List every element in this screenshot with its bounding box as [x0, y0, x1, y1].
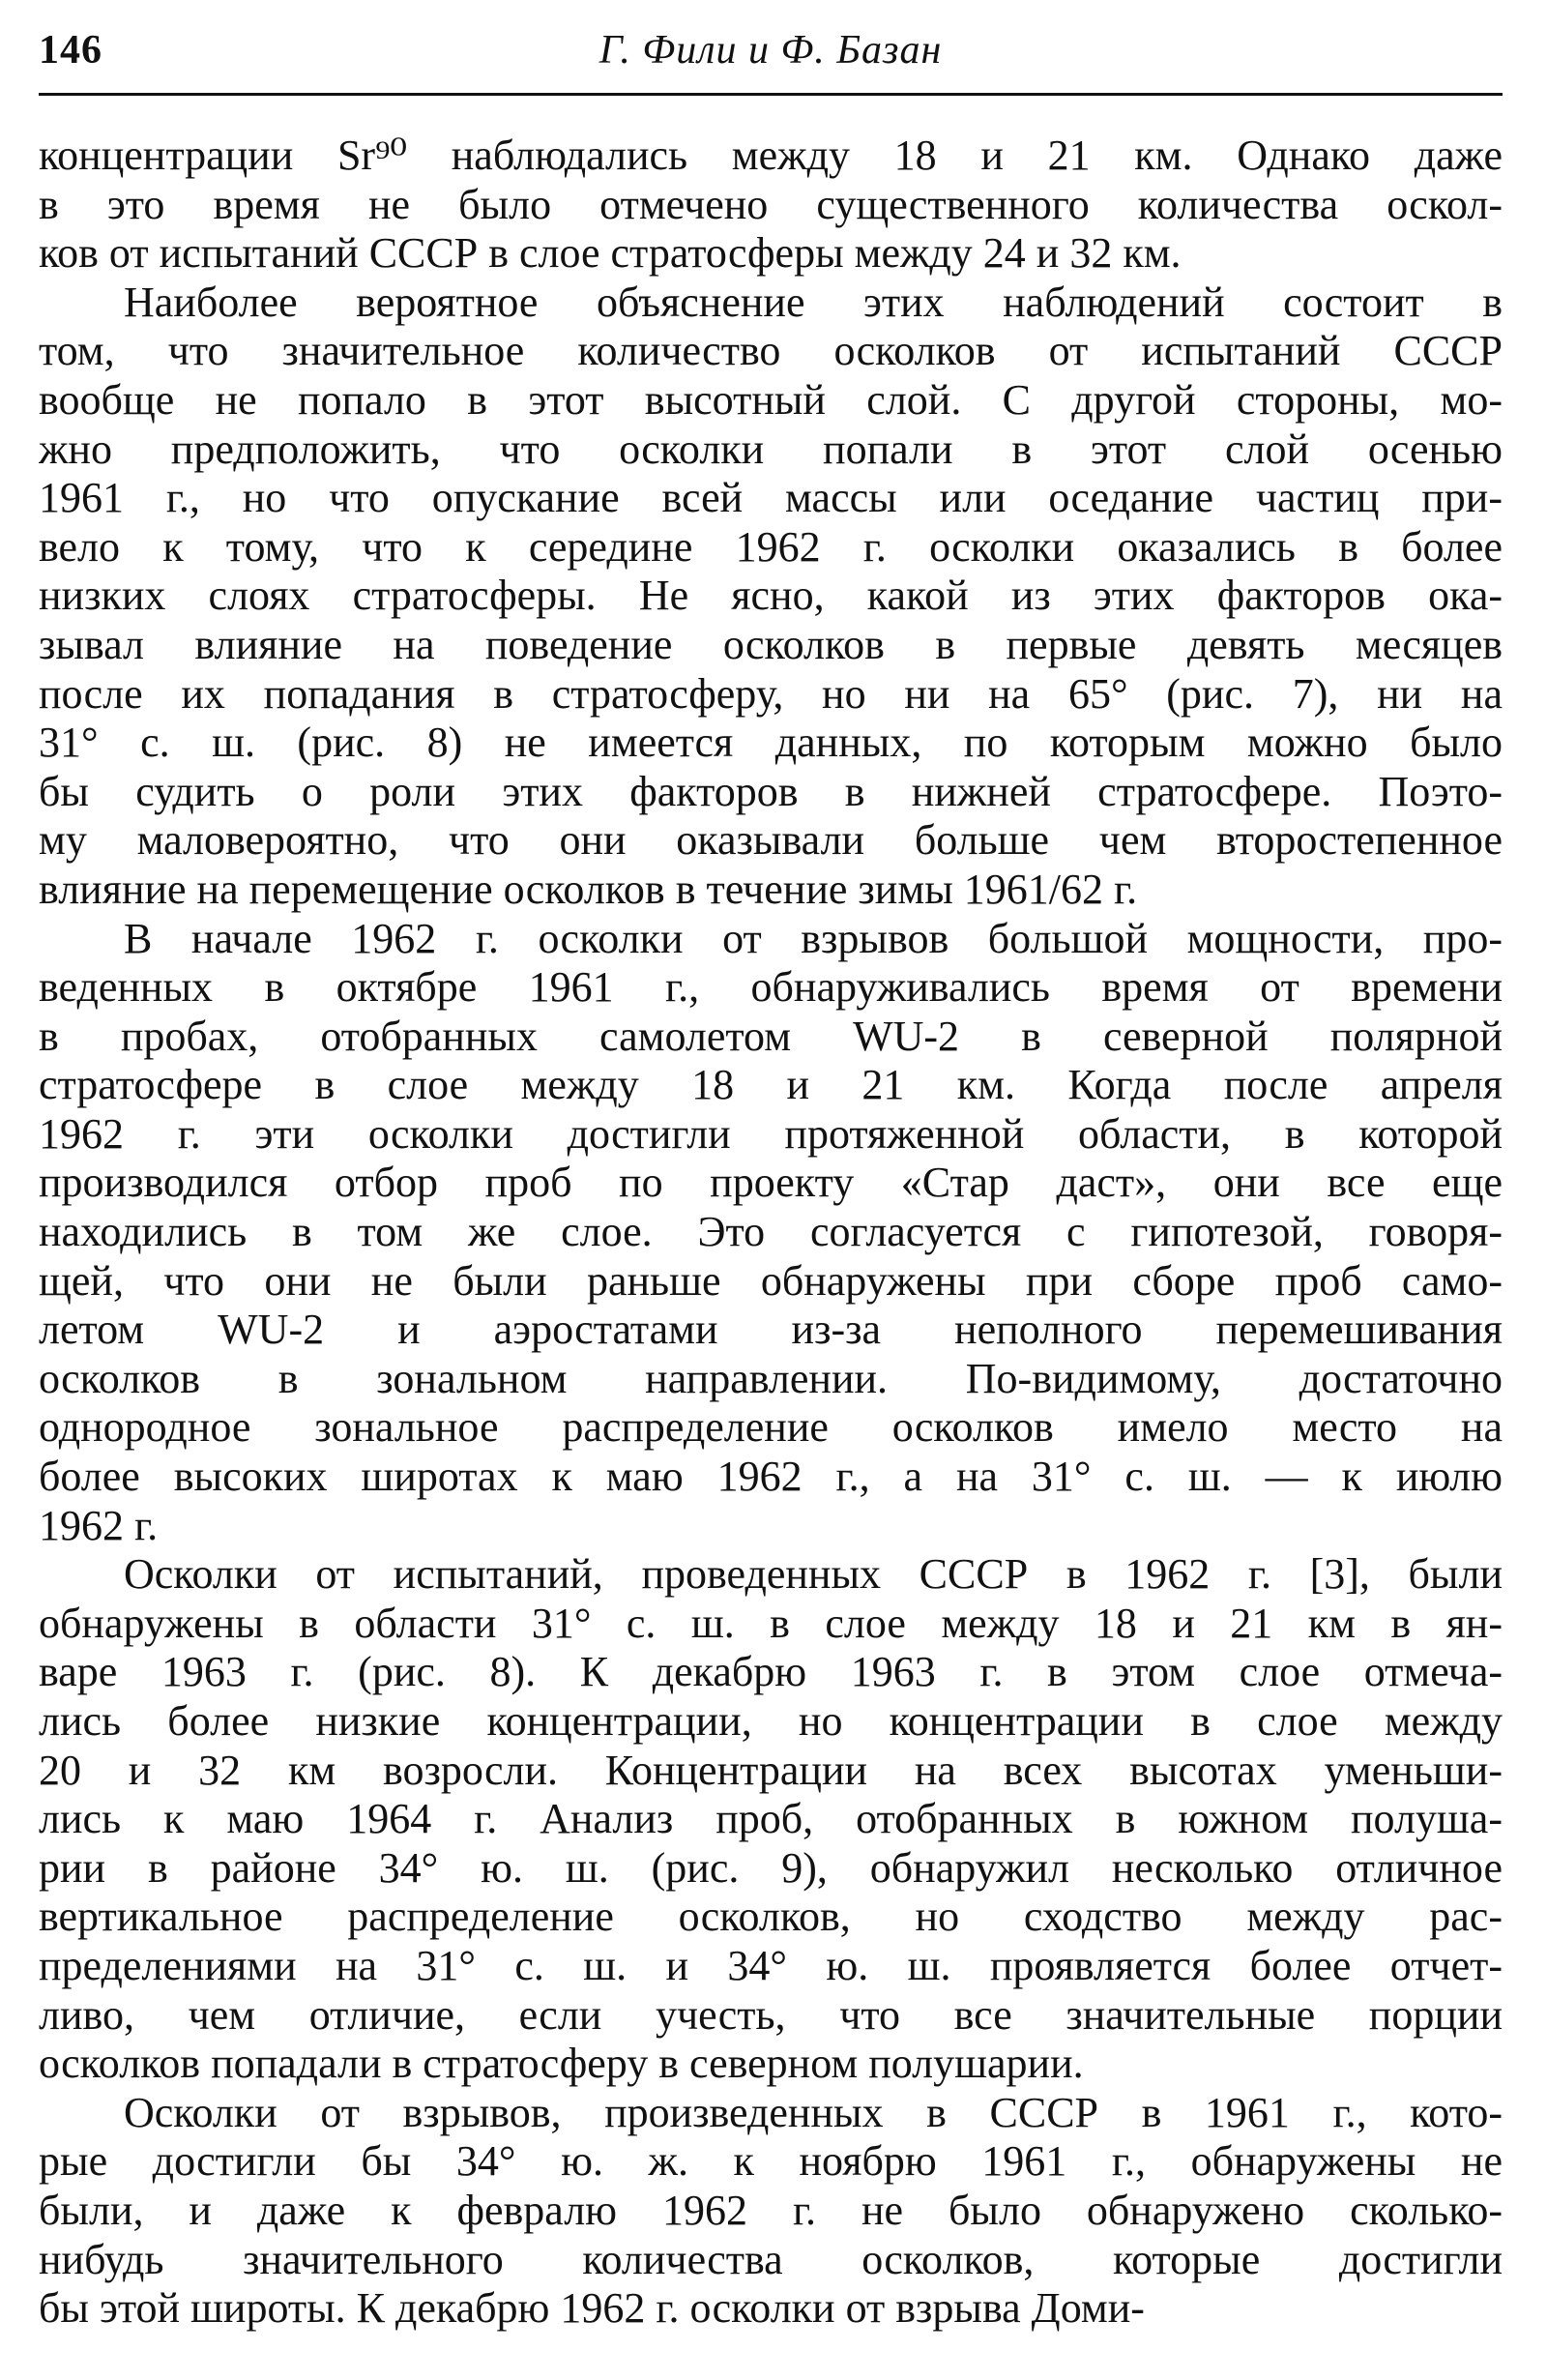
text-line: 1961 г., но что опускание всей массы или оседание частиц при-	[39, 474, 1503, 522]
paragraph	[39, 279, 1503, 915]
text-line: осколков попадали в стратосферу в северном полушарии.	[39, 2040, 1084, 2088]
header-rule	[39, 93, 1503, 96]
running-title: Г. Фили и Ф. Базан	[598, 28, 943, 73]
text-line: ков от испытаний СССР в слое стратосферы между 24 и 32 км.	[39, 229, 1182, 278]
text-line: нибудь значительного количества осколков, которые достигли	[39, 2235, 1503, 2283]
text-line: Наиболее вероятное объяснение этих наблюдений состоит в	[124, 278, 1503, 326]
paragraph	[39, 132, 1503, 279]
text-line: веденных в октябре 1961 г., обнаруживались время от времени	[39, 963, 1503, 1012]
running-head	[39, 0, 1503, 97]
text-line: обнаружены в области 31° с. ш. в слое между 18 и 21 км в ян-	[39, 1599, 1503, 1647]
text-line: лись к маю 1964 г. Анализ проб, отобранных в южном полуша-	[39, 1795, 1503, 1843]
paragraph	[39, 915, 1503, 1551]
text-line: Осколки от взрывов, произведенных в СССР в 1961 г., кото-	[124, 2088, 1503, 2136]
text-line: Осколки от испытаний, проведенных СССР в 1962 г. [3], были	[124, 1550, 1503, 1599]
text-line: В начале 1962 г. осколки от взрывов большой мощности, про-	[124, 914, 1503, 962]
text-line: му маловероятно, что они оказывали больше чем второстепенное	[39, 816, 1503, 865]
text-line: пределениями на 31° с. ш. и 34° ю. ш. проявляется более отчет-	[39, 1941, 1503, 1989]
text-line: варе 1963 г. (рис. 8). К декабрю 1963 г. в этом слое отмеча-	[39, 1648, 1503, 1696]
text-line: вело к тому, что к середине 1962 г. осколки оказались в более	[39, 522, 1503, 571]
text-line: однородное зональное распределение осколков имело место на	[39, 1403, 1503, 1452]
text-line: зывал влияние на поведение осколков в первые девять месяцев	[39, 620, 1503, 668]
text-line: лись более низкие концентрации, но концентрации в слое между	[39, 1697, 1503, 1745]
text-line: 1962 г. эти осколки достигли протяженной области, в которой	[39, 1109, 1503, 1158]
text-line: более высоких широтах к маю 1962 г., а на 31° с. ш. — к июлю	[39, 1453, 1503, 1501]
text-line: влияние на перемещение осколков в течение зимы 1961/62 г.	[39, 865, 1138, 913]
text-line: 1962 г.	[39, 1501, 159, 1549]
text-line: в пробах, отобранных самолетом WU-2 в северной полярной	[39, 1012, 1503, 1060]
text-line: находились в том же слое. Это согласуется с гипотезой, говоря-	[39, 1208, 1503, 1256]
text-line: жно предположить, что осколки попали в этот слой осенью	[39, 425, 1503, 473]
text-line: щей, что они не были раньше обнаружены при сборе проб само-	[39, 1256, 1503, 1305]
text-line: стратосфере в слое между 18 и 21 км. Когда после апреля	[39, 1061, 1503, 1109]
text-line: после их попадания в стратосферу, но ни на 65° (рис. 7), ни на	[39, 669, 1503, 718]
text-line: производился отбор проб по проекту «Стар даст», они все еще	[39, 1159, 1503, 1207]
text-line: концентрации Sr⁹⁰ наблюдались между 18 и 21 км. Однако даже	[39, 132, 1503, 179]
text-line: 20 и 32 км возросли. Концентрации на всех высотах уменьши-	[39, 1746, 1503, 1794]
text-line: бы этой широты. К декабрю 1962 г. осколки от взрыва Доми-	[39, 2284, 1145, 2333]
text-line: вертикальное распределение осколков, но сходство между рас-	[39, 1893, 1503, 1941]
text-line: вообще не попало в этот высотный слой. С другой стороны, мо-	[39, 375, 1503, 424]
text-line: рые достигли бы 34° ю. ж. к ноябрю 1961 г., обнаружены не	[39, 2137, 1503, 2186]
text-line: рии в районе 34° ю. ш. (рис. 9), обнаружил несколько отличное	[39, 1843, 1503, 1892]
paragraph	[39, 2089, 1503, 2334]
text-line: 31° с. ш. (рис. 8) не имеется данных, по которым можно было	[39, 719, 1503, 767]
book-page	[39, 0, 1503, 2333]
text-line: летом WU-2 и аэростатами из-за неполного перемешивания	[39, 1306, 1503, 1354]
paragraph	[39, 1550, 1503, 2089]
text-line: том, что значительное количество осколков от испытаний СССР	[39, 327, 1503, 375]
text-line: в это время не было отмечено существенного количества оскол-	[39, 180, 1503, 228]
text-line: были, и даже к февралю 1962 г. не было обнаружено сколько-	[39, 2186, 1503, 2234]
text-line: осколков в зональном направлении. По-видимому, достаточно	[39, 1354, 1503, 1402]
page-number: 146	[39, 28, 102, 73]
text-line: ливо, чем отличие, если учесть, что все значительные порции	[39, 1990, 1503, 2039]
text-line: бы судить о роли этих факторов в нижней стратосфере. Поэто-	[39, 767, 1503, 815]
text-line: низких слоях стратосферы. Не ясно, какой из этих факторов ока-	[39, 572, 1503, 620]
body-text	[39, 132, 1503, 2334]
